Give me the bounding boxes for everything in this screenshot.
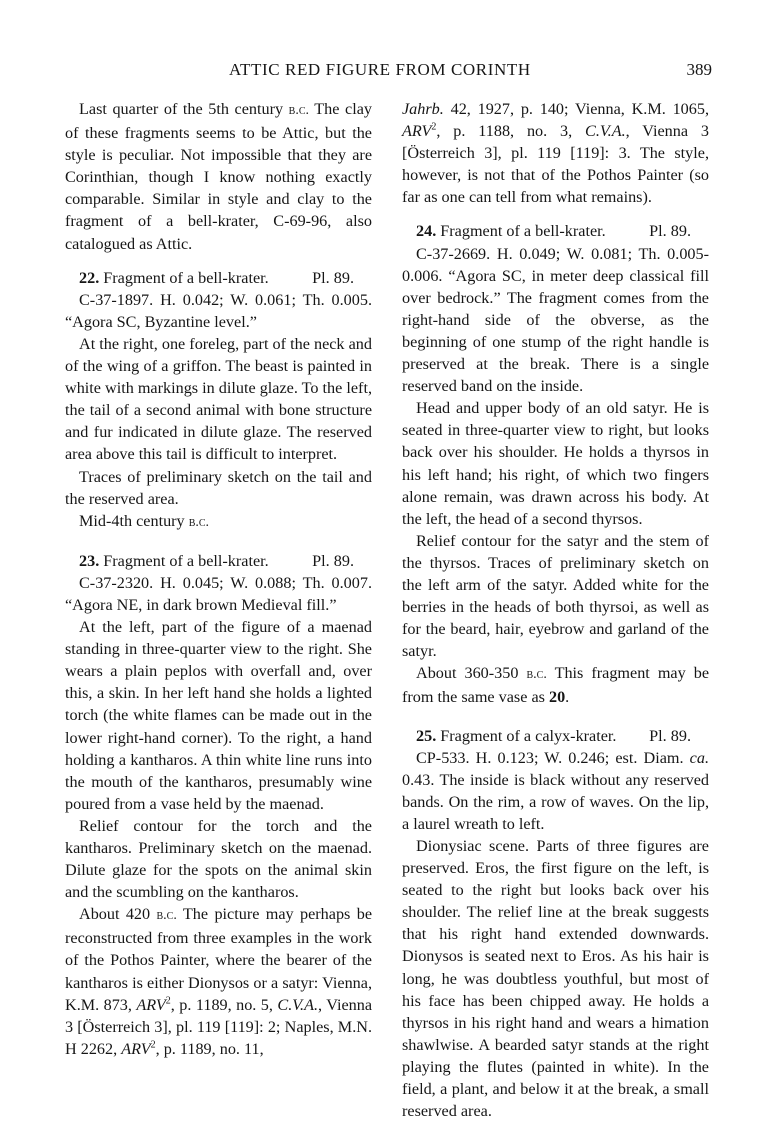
continued-paragraph: Jahrb. 42, 1927, p. 140; Vienna, K.M. 1065, ARV$^2$, p. 1188, no. 3, C.V.A., Vienna 3 [Österreich 3], pl. 119 [119]: 3. The style, however, is not that of the Pothos Painter (so far as one can tell from what remains). (402, 100, 709, 207)
catalogue-entry-24 (402, 220, 709, 708)
entry-catalogue-data: C-37-1897. H. 0.042; W. 0.061; Th. 0.005. “Agora SC, Byzantine level.” (65, 290, 372, 331)
entry-number: 22. (79, 268, 100, 287)
entry-heading (65, 267, 372, 289)
plate-reference: Pl. 89. (649, 222, 691, 241)
entry-relief-note: Relief contour for the torch and the kantharos. Preliminary sketch on the maenad. Dilute glaze for the spots on the animal skin and the scumbling on the kantharos. (65, 816, 372, 902)
entry-catalogue-data: C-37-2669. H. 0.049; W. 0.081; Th. 0.005-0.006. “Agora SC, in meter deep classical fill over bedrock.” The fragment comes from the right-hand side of the obverse, as the beginning of one stump of the right handle is preserved at the break. There is a single reserved band on the inside. (402, 244, 709, 396)
left-column (65, 98, 372, 1060)
running-head (0, 60, 773, 84)
page-number: 389 (686, 60, 712, 79)
right-column (402, 98, 709, 1122)
entry-title: Fragment of a calyx-krater. (436, 726, 617, 745)
entry-title: Fragment of a bell-krater. (436, 222, 606, 241)
catalogue-entry-22 (65, 267, 372, 534)
entry-description: Head and upper body of an old satyr. He is seated in three-quarter view to right, but looks back over his shoulder. He holds a thyrsos in his left hand; his right, of which two fingers alone remain, was drawn across his body. At the left, the head of a second thyrsos. (402, 399, 709, 528)
plate-reference: Pl. 89. (312, 268, 354, 287)
entry-catalogue-data: C-37-2320. H. 0.045; W. 0.088; Th. 0.007. “Agora NE, in dark brown Medieval fill.” (65, 573, 372, 614)
plate-reference: Pl. 89. (649, 726, 691, 745)
entry-description: At the right, one foreleg, part of the neck and of the wing of a griffon. The beast is painted in white with markings in dilute glaze. To the left, the tail of a second animal with bone structure and fur indicated in dilute glaze. The reserved area above this tail is difficult to interpret. (65, 334, 372, 464)
entry-description: At the left, part of the figure of a maenad standing in three-quarter view to the right. She wears a plain peplos with overfall and, over this, a skin. In her left hand she holds a lighted torch (the white flames can be made out in the lower right-hand corner). To the right, a hand holding a kantharos. A thin white line runs into the mouth of the kantharos, presumably wine poured from a vase held by the maenad. (65, 618, 372, 813)
entry-heading (402, 220, 709, 242)
plate-reference: Pl. 89. (312, 551, 354, 570)
entry-heading (402, 725, 709, 747)
catalogue-entry-25 (402, 725, 709, 1122)
entry-heading (65, 550, 372, 572)
entry-title: Fragment of a bell-krater. (99, 551, 269, 570)
entry-description: Dionysiac scene. Parts of three figures are preserved. Eros, the first figure on the left, is seated to the right but looks back over his shoulder. The relief line at the break suggests that his right hand extended downwards. Dionysos is seated next to Eros. As his hair is long, he was doubtless youthful, but most of his face has been chipped away. He holds a thyrsos in his right hand and wears a himation shawlwise. A bearded satyr stands at the right playing the flutes (painted in white). In the field, a plant, and below it at the break, a small reserved area. (402, 837, 709, 1121)
intro-paragraph: Last quarter of the 5th century b.c. The clay of these fragments seems to be Attic, but the style is peculiar. Not impossible that they are Corinthian, though I know nothing exactly comparable. Similar in style and clay to the fragment of a bell-krater, C-69-96, also catalogued as Attic. (65, 100, 372, 253)
running-head-title: ATTIC RED FIGURE FROM CORINTH (229, 60, 531, 79)
entry-number: 23. (79, 551, 100, 570)
entry-catalogue-data: CP-533. H. 0.123; W. 0.246; est. Diam. ca. 0.43. The inside is black without any reserved bands. On the rim, a row of waves. On the lip, a laurel wreath to left. (402, 748, 709, 833)
entry-number: 25. (416, 726, 437, 745)
entry-title: Fragment of a bell-krater. (99, 268, 269, 287)
entry-sketch-note: Traces of preliminary sketch on the tail and the reserved area. (65, 467, 372, 508)
entry-relief-note: Relief contour for the satyr and the stem of the thyrsos. Traces of preliminary sketch on the left arm of the satyr. Added white for the berries in the heads of both thyrsoi, as well as for the beard, hair, eyebrow and garland of the satyr. (402, 531, 709, 661)
entry-date: Mid-4th century b.c. (79, 511, 210, 530)
entry-number: 24. (416, 222, 437, 241)
entry-date: About 360-350 b.c. This fragment may be from the same vase as 20. (402, 664, 710, 707)
entry-date-discussion: About 420 b.c. The picture may perhaps be reconstructed from three examples in the work of the Pothos Painter, where the bearer of the kantharos is either Dionysos or a satyr: Vienna, K.M. 873, ARV$^2$, p. 1189, no. 5, C.V.A., Vienna 3 [Österreich 3], pl. 119 [119]: 2; Naples, M.N. H 2262, ARV$^2$, p. 1189, no. 11, (65, 905, 373, 1058)
catalogue-entry-23 (65, 550, 372, 1060)
